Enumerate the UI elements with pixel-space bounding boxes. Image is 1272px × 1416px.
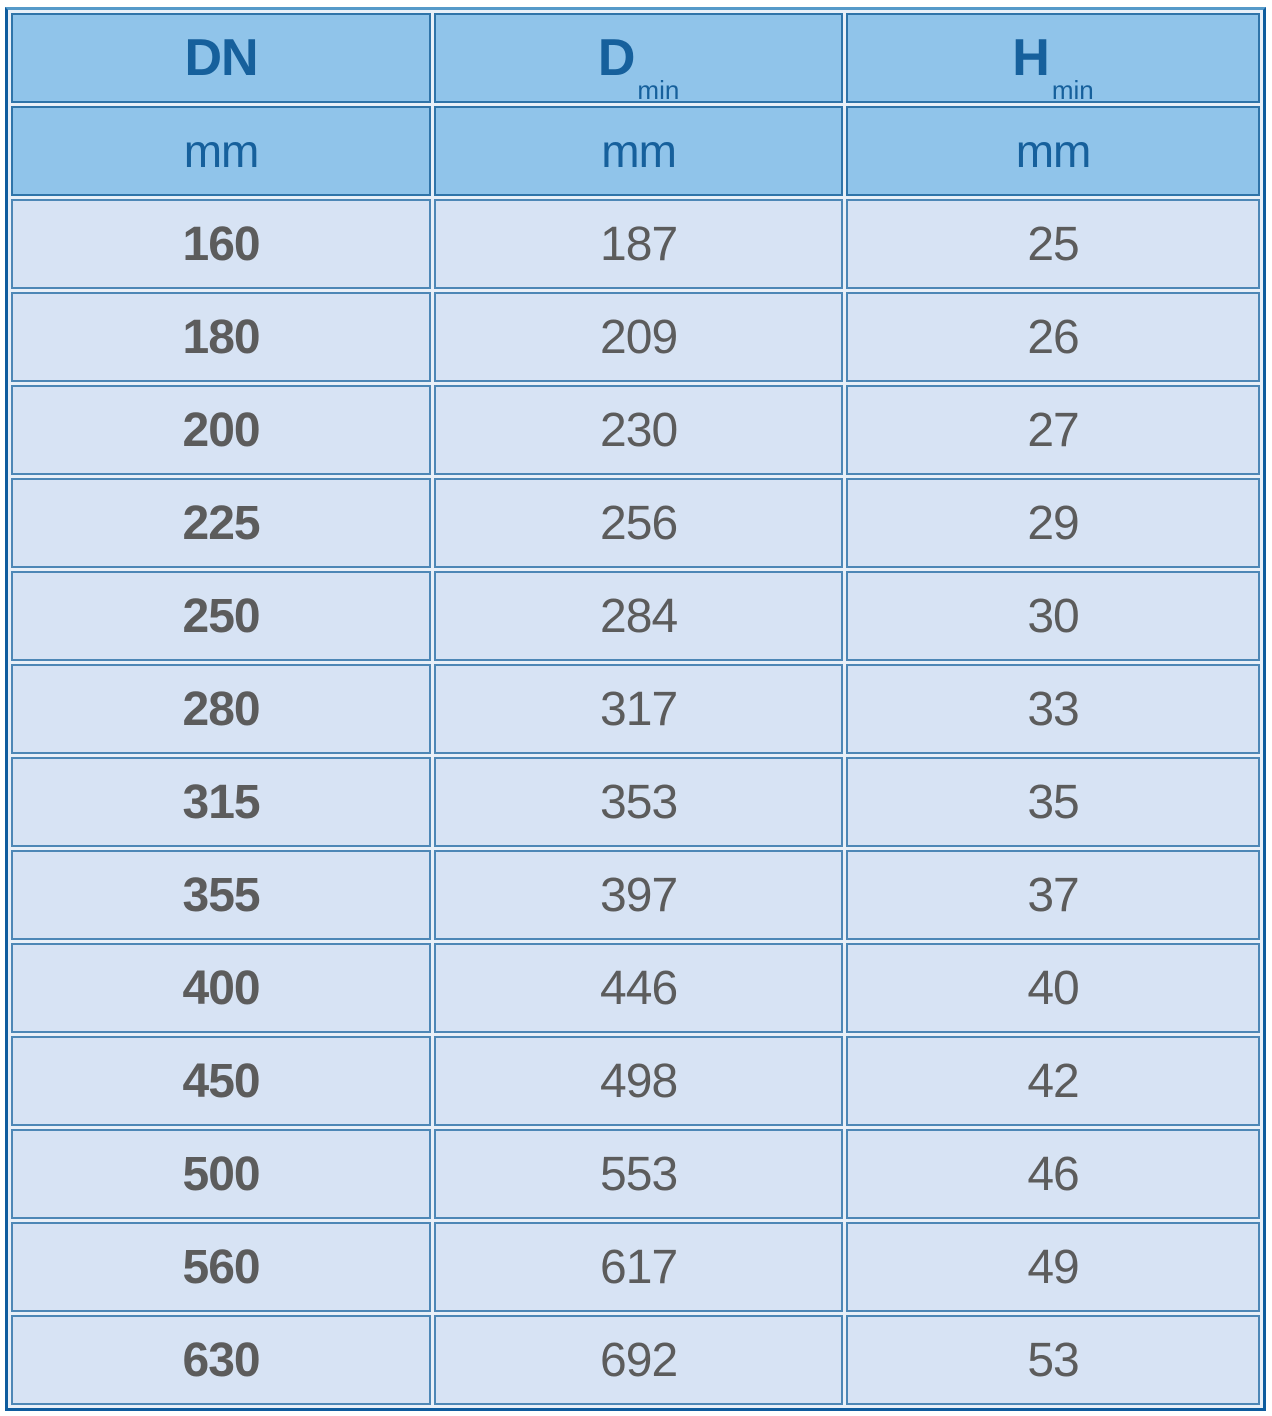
header-cell-dmin [434, 13, 843, 103]
cell-dmin: 553 [434, 1129, 843, 1219]
cell-hmin: 42 [846, 1036, 1260, 1126]
dimensions-table [5, 7, 1266, 1411]
cell-hmin: 37 [846, 850, 1260, 940]
cell-dn: 160 [11, 199, 431, 289]
cell-hmin: 49 [846, 1222, 1260, 1312]
table-row [11, 1129, 1260, 1219]
cell-dn: 400 [11, 943, 431, 1033]
cell-dmin: 397 [434, 850, 843, 940]
cell-dn: 450 [11, 1036, 431, 1126]
cell-dmin: 284 [434, 571, 843, 661]
cell-dn: 355 [11, 850, 431, 940]
cell-dmin: 209 [434, 292, 843, 382]
cell-dn: 315 [11, 757, 431, 847]
table-row [11, 199, 1260, 289]
cell-dmin: 317 [434, 664, 843, 754]
column-title-dn: DN [184, 29, 258, 87]
header-row-titles [11, 13, 1260, 103]
table-row [11, 664, 1260, 754]
header-cell-hmin [846, 13, 1260, 103]
table-row [11, 478, 1260, 568]
unit-cell-dn: mm [11, 106, 431, 196]
unit-cell-hmin: mm [846, 106, 1260, 196]
cell-hmin: 29 [846, 478, 1260, 568]
cell-dmin: 230 [434, 385, 843, 475]
cell-dmin: 498 [434, 1036, 843, 1126]
cell-dmin: 446 [434, 943, 843, 1033]
table-row [11, 385, 1260, 475]
table-row [11, 943, 1260, 1033]
table-body [11, 199, 1260, 1405]
cell-dn: 500 [11, 1129, 431, 1219]
table-row [11, 571, 1260, 661]
column-title-hmin: H [1012, 29, 1049, 87]
cell-hmin: 40 [846, 943, 1260, 1033]
cell-dmin: 617 [434, 1222, 843, 1312]
cell-dn: 180 [11, 292, 431, 382]
cell-dmin: 187 [434, 199, 843, 289]
cell-dmin: 256 [434, 478, 843, 568]
cell-hmin: 27 [846, 385, 1260, 475]
column-subscript-hmin: min [1051, 75, 1094, 103]
cell-hmin: 26 [846, 292, 1260, 382]
column-title-dmin: D [597, 29, 635, 87]
cell-dmin: 692 [434, 1315, 843, 1405]
cell-hmin: 35 [846, 757, 1260, 847]
cell-hmin: 30 [846, 571, 1260, 661]
table-header [11, 13, 1260, 196]
cell-hmin: 25 [846, 199, 1260, 289]
cell-hmin: 33 [846, 664, 1260, 754]
table-row [11, 850, 1260, 940]
cell-hmin: 46 [846, 1129, 1260, 1219]
cell-hmin: 53 [846, 1315, 1260, 1405]
unit-cell-dmin: mm [434, 106, 843, 196]
cell-dn: 280 [11, 664, 431, 754]
cell-dn: 560 [11, 1222, 431, 1312]
cell-dn: 630 [11, 1315, 431, 1405]
cell-dn: 250 [11, 571, 431, 661]
header-cell-dn [11, 13, 431, 103]
table-row [11, 757, 1260, 847]
table-row [11, 1222, 1260, 1312]
table-row [11, 1036, 1260, 1126]
cell-dmin: 353 [434, 757, 843, 847]
table-row [11, 292, 1260, 382]
cell-dn: 225 [11, 478, 431, 568]
table-row [11, 1315, 1260, 1405]
header-row-units [11, 106, 1260, 196]
column-subscript-dmin: min [637, 75, 680, 103]
cell-dn: 200 [11, 385, 431, 475]
